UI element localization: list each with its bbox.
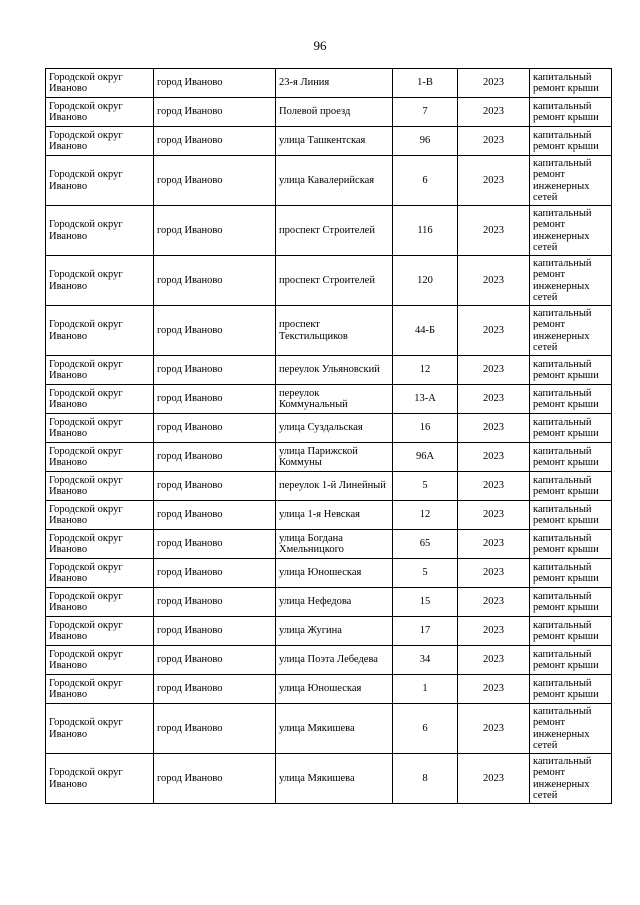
street-cell: улица Суздальская bbox=[276, 414, 393, 443]
city-cell: город Иваново bbox=[154, 472, 276, 501]
house-number-cell: 6 bbox=[393, 156, 458, 206]
work-type-cell: капитальный ремонт крыши bbox=[530, 443, 612, 472]
house-number-cell: 1-В bbox=[393, 69, 458, 98]
house-number-cell: 12 bbox=[393, 356, 458, 385]
house-number-cell: 6 bbox=[393, 704, 458, 754]
year-cell: 2023 bbox=[458, 472, 530, 501]
city-cell: город Иваново bbox=[154, 646, 276, 675]
city-cell: город Иваново bbox=[154, 127, 276, 156]
table-row bbox=[46, 617, 612, 646]
street-cell: улица Мякишева bbox=[276, 754, 393, 804]
city-cell: город Иваново bbox=[154, 443, 276, 472]
table-row bbox=[46, 530, 612, 559]
work-type-cell: капитальный ремонт крыши bbox=[530, 356, 612, 385]
year-cell: 2023 bbox=[458, 501, 530, 530]
district-cell: Городской округ Иваново bbox=[46, 646, 154, 675]
table-row bbox=[46, 443, 612, 472]
work-type-cell: капитальный ремонт инженерных сетей bbox=[530, 256, 612, 306]
table-row bbox=[46, 704, 612, 754]
house-number-cell: 12 bbox=[393, 501, 458, 530]
district-cell: Городской округ Иваново bbox=[46, 501, 154, 530]
street-cell: улица Юношеская bbox=[276, 675, 393, 704]
house-number-cell: 120 bbox=[393, 256, 458, 306]
year-cell: 2023 bbox=[458, 414, 530, 443]
district-cell: Городской округ Иваново bbox=[46, 356, 154, 385]
table-row bbox=[46, 98, 612, 127]
table-row bbox=[46, 206, 612, 256]
city-cell: город Иваново bbox=[154, 385, 276, 414]
street-cell: проспект Строителей bbox=[276, 206, 393, 256]
work-type-cell: капитальный ремонт инженерных сетей bbox=[530, 754, 612, 804]
year-cell: 2023 bbox=[458, 98, 530, 127]
year-cell: 2023 bbox=[458, 617, 530, 646]
street-cell: проспект Текстильщиков bbox=[276, 306, 393, 356]
year-cell: 2023 bbox=[458, 754, 530, 804]
city-cell: город Иваново bbox=[154, 69, 276, 98]
year-cell: 2023 bbox=[458, 646, 530, 675]
table-row bbox=[46, 127, 612, 156]
district-cell: Городской округ Иваново bbox=[46, 306, 154, 356]
house-number-cell: 1 bbox=[393, 675, 458, 704]
street-cell: переулок 1-й Линейный bbox=[276, 472, 393, 501]
work-type-cell: капитальный ремонт крыши bbox=[530, 559, 612, 588]
table-row bbox=[46, 501, 612, 530]
district-cell: Городской округ Иваново bbox=[46, 385, 154, 414]
house-number-cell: 7 bbox=[393, 98, 458, 127]
city-cell: город Иваново bbox=[154, 306, 276, 356]
house-number-cell: 15 bbox=[393, 588, 458, 617]
street-cell: 23-я Линия bbox=[276, 69, 393, 98]
work-type-cell: капитальный ремонт крыши bbox=[530, 98, 612, 127]
year-cell: 2023 bbox=[458, 385, 530, 414]
work-type-cell: капитальный ремонт крыши bbox=[530, 127, 612, 156]
year-cell: 2023 bbox=[458, 206, 530, 256]
work-type-cell: капитальный ремонт крыши bbox=[530, 646, 612, 675]
district-cell: Городской округ Иваново bbox=[46, 127, 154, 156]
work-type-cell: капитальный ремонт крыши bbox=[530, 530, 612, 559]
street-cell: улица Ташкентская bbox=[276, 127, 393, 156]
district-cell: Городской округ Иваново bbox=[46, 414, 154, 443]
street-cell: улица Кавалерийская bbox=[276, 156, 393, 206]
year-cell: 2023 bbox=[458, 675, 530, 704]
house-number-cell: 96А bbox=[393, 443, 458, 472]
city-cell: город Иваново bbox=[154, 704, 276, 754]
street-cell: улица Парижской Коммуны bbox=[276, 443, 393, 472]
district-cell: Городской округ Иваново bbox=[46, 156, 154, 206]
street-cell: улица Поэта Лебедева bbox=[276, 646, 393, 675]
street-cell: переулок Ульяновский bbox=[276, 356, 393, 385]
table-row bbox=[46, 69, 612, 98]
street-cell: улица Нефедова bbox=[276, 588, 393, 617]
work-type-cell: капитальный ремонт крыши bbox=[530, 617, 612, 646]
district-cell: Городской округ Иваново bbox=[46, 98, 154, 127]
table-row bbox=[46, 675, 612, 704]
house-number-cell: 44-Б bbox=[393, 306, 458, 356]
house-number-cell: 5 bbox=[393, 472, 458, 501]
work-type-cell: капитальный ремонт крыши bbox=[530, 472, 612, 501]
district-cell: Городской округ Иваново bbox=[46, 617, 154, 646]
city-cell: город Иваново bbox=[154, 530, 276, 559]
page-number: 96 bbox=[313, 38, 327, 53]
table-row bbox=[46, 356, 612, 385]
work-type-cell: капитальный ремонт инженерных сетей bbox=[530, 206, 612, 256]
house-number-cell: 65 bbox=[393, 530, 458, 559]
work-type-cell: капитальный ремонт крыши bbox=[530, 385, 612, 414]
work-type-cell: капитальный ремонт крыши bbox=[530, 414, 612, 443]
street-cell: улица Богдана Хмельницкого bbox=[276, 530, 393, 559]
district-cell: Городской округ Иваново bbox=[46, 206, 154, 256]
work-type-cell: капитальный ремонт инженерных сетей bbox=[530, 704, 612, 754]
house-number-cell: 8 bbox=[393, 754, 458, 804]
street-cell: улица 1-я Невская bbox=[276, 501, 393, 530]
city-cell: город Иваново bbox=[154, 617, 276, 646]
year-cell: 2023 bbox=[458, 127, 530, 156]
street-cell: улица Мякишева bbox=[276, 704, 393, 754]
table-row bbox=[46, 156, 612, 206]
table-row bbox=[46, 646, 612, 675]
year-cell: 2023 bbox=[458, 69, 530, 98]
street-cell: улица Жугина bbox=[276, 617, 393, 646]
house-number-cell: 96 bbox=[393, 127, 458, 156]
table-row bbox=[46, 414, 612, 443]
city-cell: город Иваново bbox=[154, 206, 276, 256]
table-row bbox=[46, 559, 612, 588]
year-cell: 2023 bbox=[458, 530, 530, 559]
city-cell: город Иваново bbox=[154, 501, 276, 530]
work-type-cell: капитальный ремонт крыши bbox=[530, 588, 612, 617]
year-cell: 2023 bbox=[458, 704, 530, 754]
street-cell: улица Юношеская bbox=[276, 559, 393, 588]
city-cell: город Иваново bbox=[154, 675, 276, 704]
work-type-cell: капитальный ремонт инженерных сетей bbox=[530, 156, 612, 206]
house-number-cell: 34 bbox=[393, 646, 458, 675]
year-cell: 2023 bbox=[458, 588, 530, 617]
district-cell: Городской округ Иваново bbox=[46, 530, 154, 559]
district-cell: Городской округ Иваново bbox=[46, 559, 154, 588]
city-cell: город Иваново bbox=[154, 156, 276, 206]
city-cell: город Иваново bbox=[154, 559, 276, 588]
district-cell: Городской округ Иваново bbox=[46, 588, 154, 617]
street-cell: проспект Строителей bbox=[276, 256, 393, 306]
district-cell: Городской округ Иваново bbox=[46, 443, 154, 472]
year-cell: 2023 bbox=[458, 356, 530, 385]
registry-table-body bbox=[46, 69, 612, 804]
year-cell: 2023 bbox=[458, 559, 530, 588]
house-number-cell: 5 bbox=[393, 559, 458, 588]
city-cell: город Иваново bbox=[154, 414, 276, 443]
street-cell: Полевой проезд bbox=[276, 98, 393, 127]
city-cell: город Иваново bbox=[154, 256, 276, 306]
work-type-cell: капитальный ремонт крыши bbox=[530, 69, 612, 98]
table-row bbox=[46, 588, 612, 617]
district-cell: Городской округ Иваново bbox=[46, 704, 154, 754]
year-cell: 2023 bbox=[458, 306, 530, 356]
table-row bbox=[46, 754, 612, 804]
year-cell: 2023 bbox=[458, 156, 530, 206]
house-number-cell: 13-А bbox=[393, 385, 458, 414]
district-cell: Городской округ Иваново bbox=[46, 256, 154, 306]
district-cell: Городской округ Иваново bbox=[46, 69, 154, 98]
year-cell: 2023 bbox=[458, 256, 530, 306]
registry-table bbox=[45, 68, 612, 804]
work-type-cell: капитальный ремонт крыши bbox=[530, 501, 612, 530]
house-number-cell: 116 bbox=[393, 206, 458, 256]
house-number-cell: 17 bbox=[393, 617, 458, 646]
district-cell: Городской округ Иваново bbox=[46, 675, 154, 704]
district-cell: Городской округ Иваново bbox=[46, 754, 154, 804]
table-row bbox=[46, 472, 612, 501]
table-row bbox=[46, 256, 612, 306]
table-row bbox=[46, 385, 612, 414]
year-cell: 2023 bbox=[458, 443, 530, 472]
city-cell: город Иваново bbox=[154, 754, 276, 804]
house-number-cell: 16 bbox=[393, 414, 458, 443]
district-cell: Городской округ Иваново bbox=[46, 472, 154, 501]
city-cell: город Иваново bbox=[154, 588, 276, 617]
table-row bbox=[46, 306, 612, 356]
city-cell: город Иваново bbox=[154, 356, 276, 385]
street-cell: переулок Коммунальный bbox=[276, 385, 393, 414]
work-type-cell: капитальный ремонт инженерных сетей bbox=[530, 306, 612, 356]
city-cell: город Иваново bbox=[154, 98, 276, 127]
work-type-cell: капитальный ремонт крыши bbox=[530, 675, 612, 704]
